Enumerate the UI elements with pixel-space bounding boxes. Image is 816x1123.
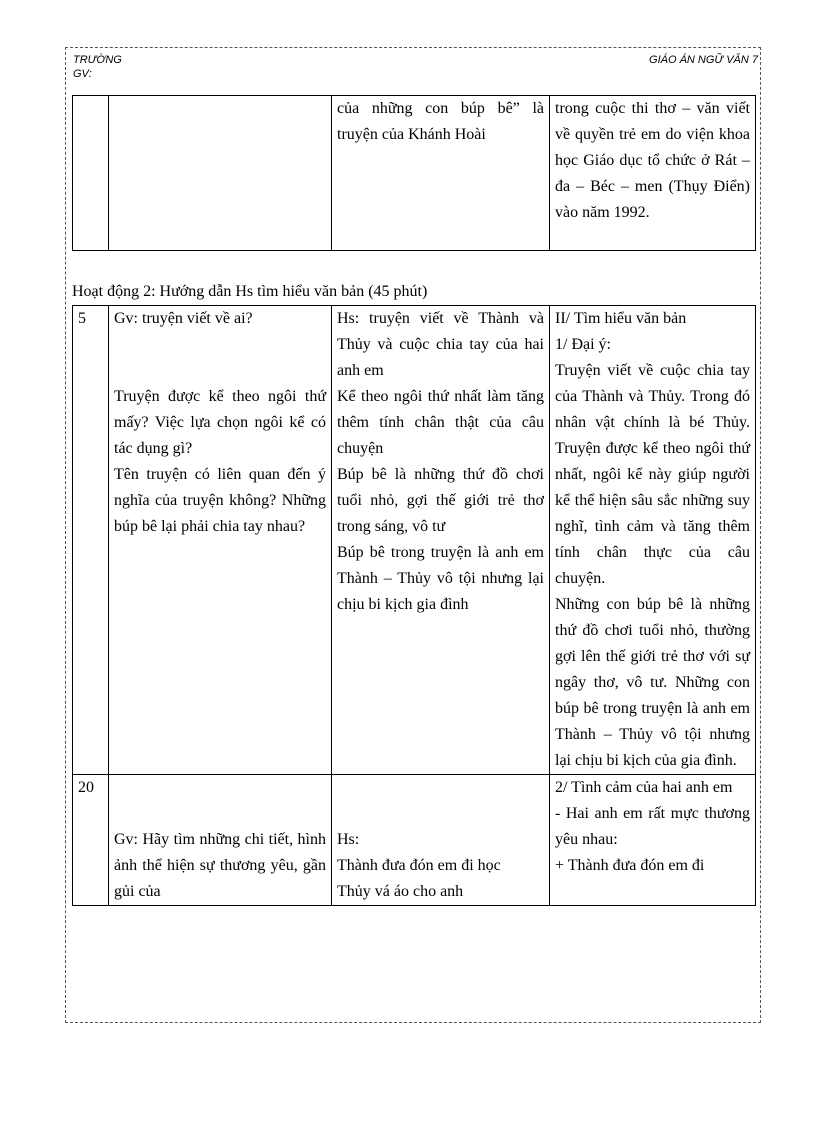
content-cell <box>550 96 756 251</box>
spacer <box>114 358 326 384</box>
table-row <box>73 775 756 906</box>
teacher-question: Truyện được kể theo ngôi thứ mấy? Việc lựa chọn ngôi kể có tác dụng gì? <box>114 388 326 457</box>
student-answer: Búp bê là những thứ đồ chơi tuổi nhỏ, gợi thế giới trẻ thơ trong sáng, vô tư <box>337 466 544 535</box>
student-cell <box>332 96 550 251</box>
teacher-cell <box>109 306 332 775</box>
student-answer: Thành đưa đón em đi học <box>337 857 501 874</box>
time-cell: 5 <box>73 306 109 775</box>
spacer <box>114 801 326 827</box>
section-subtitle: 1/ Đại ý: <box>555 336 611 353</box>
student-text: của những con búp bê” là truyện của Khánh Hoài <box>337 100 544 143</box>
content-text: trong cuộc thi thơ – văn viết về quyền trẻ em do viện khoa học Giáo dục tổ chức ở Rát – đa – Béc – men (Thụy Điển) vào năm 1992. <box>555 100 750 221</box>
content-cell <box>550 306 756 775</box>
student-answer: Búp bê trong truyện là anh em Thành – Thủy vô tội nhưng lại chịu bi kịch gia đình <box>337 544 544 613</box>
table-row <box>73 306 756 775</box>
teacher-question: Gv: truyện viết về ai? <box>114 310 253 327</box>
content-paragraph: + Thành đưa đón em đi <box>555 857 705 874</box>
lesson-table-continued <box>72 95 756 251</box>
student-answer: Kể theo ngôi thứ nhất làm tăng thêm tính chân thật của câu chuyện <box>337 388 544 457</box>
time-cell <box>73 96 109 251</box>
section-title: II/ Tìm hiểu văn bản <box>555 310 687 327</box>
table-row <box>73 96 756 251</box>
teacher-cell <box>109 96 332 251</box>
spacer <box>337 775 544 801</box>
student-answer: Hs: truyện viết về Thành và Thủy và cuộc chia tay của hai anh em <box>337 310 544 379</box>
student-cell <box>332 775 550 906</box>
spacer <box>114 775 326 801</box>
student-answer: Thủy vá áo cho anh <box>337 883 464 900</box>
content-paragraph: Những con búp bê là những thứ đồ chơi tuổi nhỏ, thường gợi lên thế giới trẻ thơ với sự ngây thơ, vô tư. Những con búp bê trong truyện là anh em Thành – Thủy vô tội nhưng lại chịu bi kịch của gia đình. <box>555 596 750 769</box>
header-left <box>73 53 122 81</box>
content-paragraph: - Hai anh em rất mực thương yêu nhau: <box>555 805 750 848</box>
header-school: TRƯỜNG <box>73 54 122 66</box>
activity-heading: Hoạt động 2: Hướng dẫn Hs tìm hiểu văn bản (45 phút) <box>72 283 428 300</box>
time-cell: 20 <box>73 775 109 906</box>
header-subject: GIÁO ÁN NGỮ VĂN 7 <box>649 54 758 66</box>
content-paragraph: Truyện viết về cuộc chia tay của Thành và Thủy. Trong đó nhân vật chính là bé Thủy. Truyện được kể theo ngôi thứ nhất, ngôi kể này giúp người kể thể hiện sâu sắc những suy nghĩ, tình cảm và tăng thêm tính chân thực của câu chuyện. <box>555 362 750 587</box>
student-label: Hs: <box>337 831 360 848</box>
content-cell <box>550 775 756 906</box>
teacher-question: Tên truyện có liên quan đến ý nghĩa của truyện không? Những búp bê lại phải chia tay nhau? <box>114 466 326 535</box>
header-teacher: GV: <box>73 68 92 80</box>
section-title: 2/ Tình cảm của hai anh em <box>555 779 733 796</box>
teacher-question: Gv: Hãy tìm những chi tiết, hình ảnh thể hiện sự thương yêu, gần gủi của <box>114 831 326 900</box>
spacer <box>337 801 544 827</box>
student-cell <box>332 306 550 775</box>
spacer <box>114 332 326 358</box>
teacher-cell <box>109 775 332 906</box>
lesson-table <box>72 305 756 906</box>
